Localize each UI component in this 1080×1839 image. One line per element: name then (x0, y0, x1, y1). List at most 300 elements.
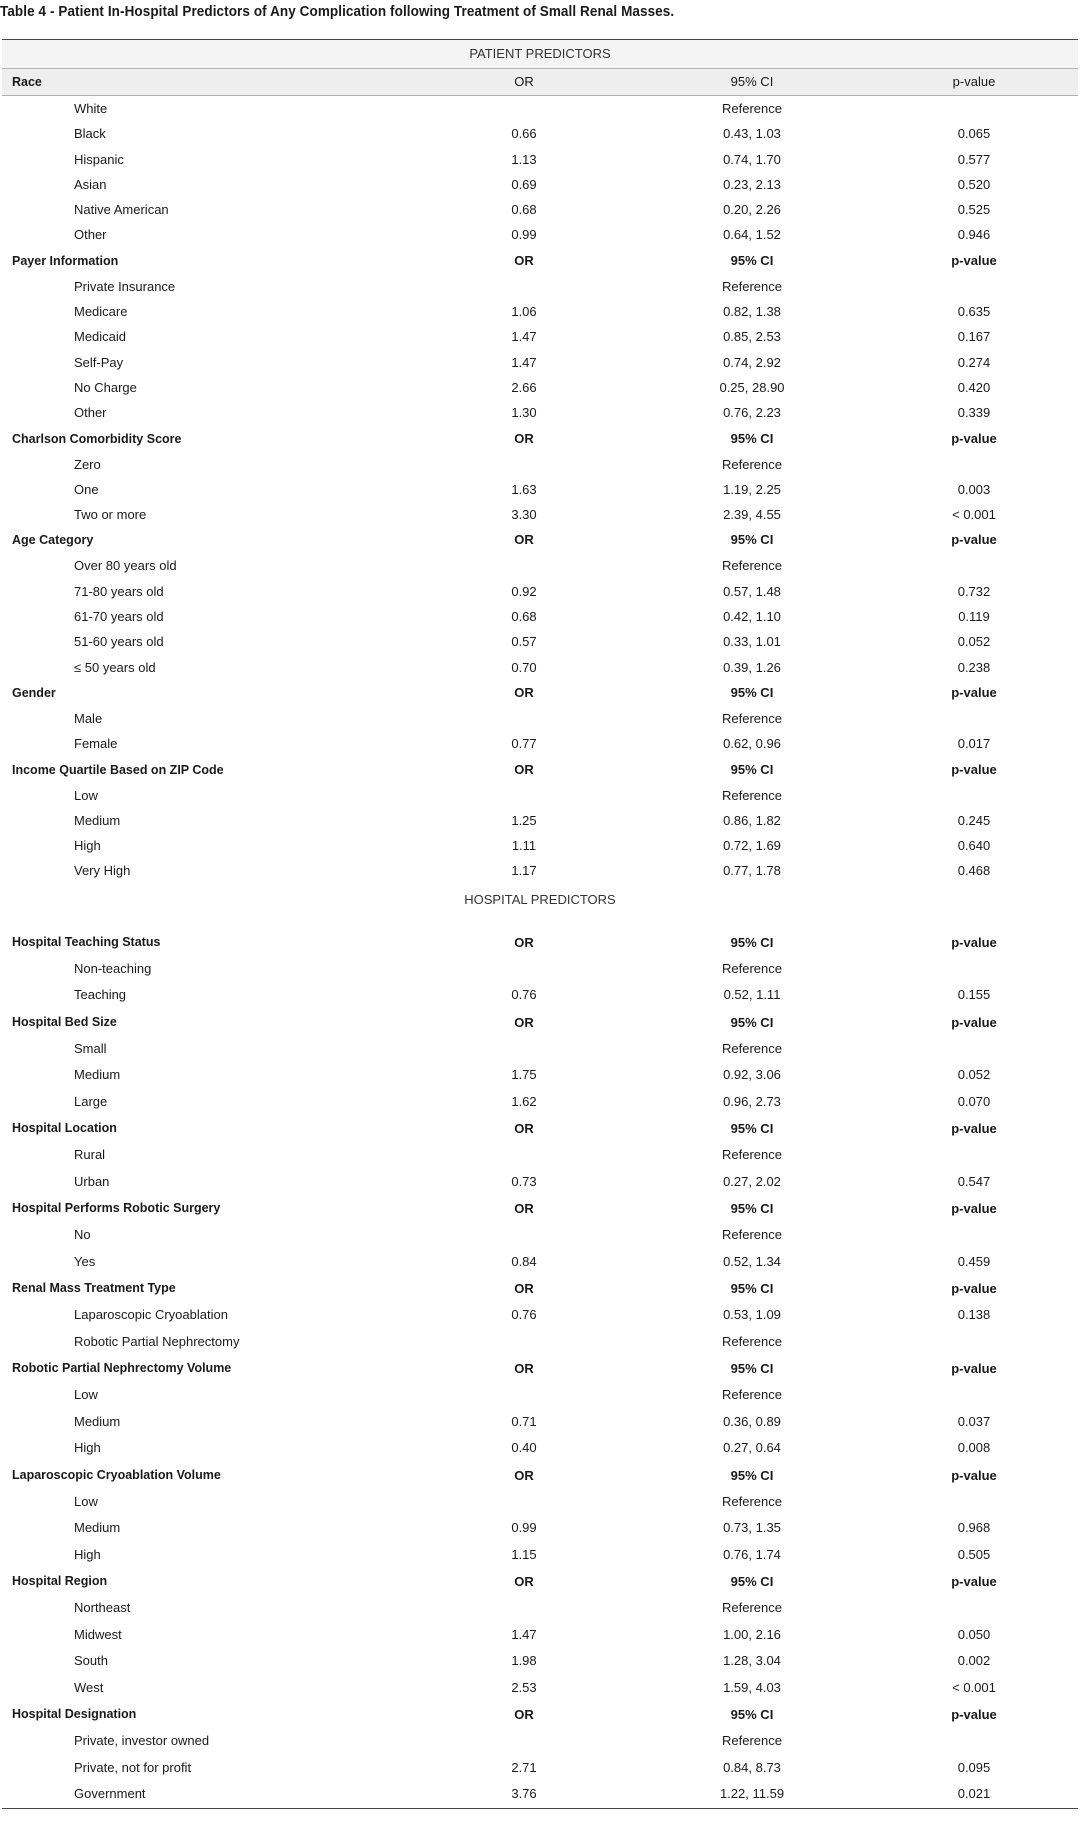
category-header-row (2, 426, 1078, 452)
odds-ratio-value: 3.30 (511, 507, 537, 523)
category-header-row (2, 69, 1078, 96)
confidence-interval-value: 1.19, 2.25 (723, 481, 781, 497)
or-column-label: OR (514, 1574, 534, 1590)
category-header-row (2, 1355, 1078, 1382)
row-label: ≤ 50 years old (74, 659, 156, 675)
row-label: Female (74, 736, 118, 752)
row-label: Low (74, 787, 98, 803)
table-row (2, 629, 1078, 654)
table-row (2, 1222, 1078, 1249)
row-label: Yes (74, 1253, 96, 1269)
confidence-interval-value: 0.74, 2.92 (723, 354, 781, 370)
table-row (2, 147, 1078, 172)
table-row (2, 350, 1078, 375)
p-value: 0.052 (957, 634, 991, 650)
reference-label: Reference (722, 101, 782, 116)
table-title: Table 4 - Patient In-Hospital Predictors of Any Complication following Treatment of Small Renal Masses. (0, 4, 675, 20)
p-value: 0.732 (957, 583, 991, 599)
table-row (2, 1622, 1078, 1649)
table-row (2, 1675, 1078, 1702)
p-value: 0.420 (957, 379, 991, 395)
p-value-column-label: p-value (951, 532, 997, 548)
odds-ratio-value: 1.06 (511, 304, 537, 320)
confidence-interval-value: 0.33, 1.01 (723, 634, 781, 650)
row-label: No (74, 1227, 91, 1243)
row-label: West (74, 1679, 104, 1695)
row-label: Private, not for profit (74, 1759, 192, 1775)
table-row (2, 477, 1078, 502)
row-label: Private Insurance (74, 278, 176, 294)
table-row (2, 1249, 1078, 1276)
category-header-row (2, 248, 1078, 274)
confidence-interval-value: 0.62, 0.96 (723, 736, 781, 752)
table-row (2, 299, 1078, 324)
row-label: Low (74, 1387, 98, 1403)
p-value-column-label: p-value (951, 934, 997, 950)
ci-column-label: 95% CI (730, 684, 774, 700)
table-row (2, 1036, 1078, 1063)
table-row (2, 222, 1078, 247)
odds-ratio-value: 0.69 (511, 176, 537, 192)
or-column-label: OR (514, 1121, 534, 1137)
row-label: Over 80 years old (74, 558, 177, 574)
category-name: Robotic Partial Nephrectomy Volume (12, 1361, 232, 1376)
p-value: 0.525 (957, 202, 991, 218)
row-label: Laparoscopic Cryoablation (74, 1307, 228, 1323)
p-value-column-label: p-value (952, 74, 996, 89)
p-value-column-label: p-value (951, 1467, 997, 1483)
confidence-interval-value: 0.77, 1.78 (723, 863, 781, 879)
patient-predictors-header: PATIENT PREDICTORS (2, 40, 1078, 69)
odds-ratio-value: 0.66 (511, 126, 537, 142)
row-label: Medium (74, 1067, 121, 1083)
reference-label: Reference (722, 960, 782, 976)
p-value: 0.339 (957, 405, 991, 421)
table-row (2, 1781, 1078, 1808)
p-value: 0.274 (957, 354, 991, 370)
table-row (2, 833, 1078, 858)
row-label: Rural (74, 1147, 106, 1163)
p-value: 0.577 (957, 151, 991, 167)
row-label: Urban (74, 1173, 110, 1189)
or-column-label: OR (514, 1361, 534, 1377)
p-value-column-label: p-value (951, 761, 997, 777)
confidence-interval-value: 0.76, 1.74 (723, 1546, 781, 1562)
p-value-column-label: p-value (951, 1014, 997, 1030)
row-label: Native American (74, 202, 169, 218)
reference-label: Reference (722, 1333, 782, 1349)
odds-ratio-value: 2.71 (511, 1759, 537, 1775)
p-value: 0.635 (957, 304, 991, 320)
table-row (2, 1089, 1078, 1116)
table-row (2, 1409, 1078, 1436)
p-value: < 0.001 (952, 1679, 996, 1695)
ci-column-label: 95% CI (730, 761, 774, 777)
p-value: 0.050 (957, 1626, 991, 1642)
or-column-label: OR (514, 1014, 534, 1030)
confidence-interval-value: 0.52, 1.11 (723, 987, 781, 1003)
row-label: Medium (74, 1520, 121, 1536)
table-row (2, 324, 1078, 349)
ci-column-label: 95% CI (730, 74, 774, 89)
category-name: Renal Mass Treatment Type (12, 1281, 176, 1296)
table-row (2, 274, 1078, 299)
odds-ratio-value: 0.76 (511, 987, 537, 1003)
table-row (2, 502, 1078, 527)
row-label: Medicare (74, 304, 128, 320)
p-value: 0.002 (957, 1653, 991, 1669)
table-row (2, 655, 1078, 680)
odds-ratio-value: 2.53 (511, 1679, 537, 1695)
confidence-interval-value: 1.28, 3.04 (723, 1653, 781, 1669)
confidence-interval-value: 0.82, 1.38 (723, 304, 781, 320)
p-value: < 0.001 (952, 507, 996, 523)
p-value: 0.505 (957, 1546, 991, 1562)
table-row (2, 604, 1078, 629)
category-header-row (2, 1275, 1078, 1302)
category-name: Income Quartile Based on ZIP Code (12, 762, 224, 777)
table-row (2, 706, 1078, 731)
confidence-interval-value: 1.22, 11.59 (719, 1786, 785, 1802)
category-name: Payer Information (12, 253, 119, 268)
table-row (2, 1062, 1078, 1089)
or-column-label: OR (514, 252, 534, 268)
confidence-interval-value: 1.00, 2.16 (723, 1626, 781, 1642)
row-label: Two or more (74, 507, 147, 523)
confidence-interval-value: 0.52, 1.34 (723, 1253, 781, 1269)
predictors-table (2, 39, 1078, 1809)
odds-ratio-value: 1.13 (511, 151, 537, 167)
table-row (2, 1648, 1078, 1675)
odds-ratio-value: 1.63 (511, 481, 537, 497)
table-row (2, 1302, 1078, 1329)
p-value-column-label: p-value (951, 1574, 997, 1590)
hospital-predictors-body (2, 929, 1078, 1808)
p-value: 0.021 (957, 1786, 991, 1802)
p-value: 0.070 (957, 1093, 991, 1109)
table-row (2, 1489, 1078, 1516)
odds-ratio-value: 2.66 (511, 379, 537, 395)
confidence-interval-value: 0.57, 1.48 (723, 583, 781, 599)
p-value: 0.468 (957, 863, 991, 879)
row-label: Private, investor owned (74, 1733, 210, 1749)
ci-column-label: 95% CI (730, 532, 774, 548)
odds-ratio-value: 0.68 (511, 202, 537, 218)
confidence-interval-value: 0.64, 1.52 (723, 227, 781, 243)
row-label: Male (74, 710, 103, 726)
reference-label: Reference (722, 787, 782, 803)
odds-ratio-value: 0.73 (511, 1173, 537, 1189)
odds-ratio-value: 1.30 (511, 405, 537, 421)
row-label: Hispanic (74, 151, 124, 167)
or-column-label: OR (514, 1201, 534, 1217)
p-value-column-label: p-value (951, 1361, 997, 1377)
odds-ratio-value: 0.68 (511, 609, 537, 625)
p-value: 0.155 (957, 987, 991, 1003)
table-row (2, 1382, 1078, 1409)
row-label: High (74, 1546, 101, 1562)
table-row (2, 96, 1078, 121)
table-row (2, 172, 1078, 197)
reference-label: Reference (722, 1040, 782, 1056)
table-row (2, 1329, 1078, 1356)
p-value: 0.238 (957, 659, 991, 675)
p-value: 0.245 (957, 812, 991, 828)
ci-column-label: 95% CI (730, 1467, 774, 1483)
p-value: 0.520 (957, 176, 991, 192)
row-label: Teaching (74, 987, 127, 1003)
row-label: Other (74, 227, 107, 243)
confidence-interval-value: 0.27, 2.02 (723, 1173, 781, 1189)
confidence-interval-value: 1.59, 4.03 (723, 1679, 781, 1695)
row-label: 71-80 years old (74, 583, 164, 599)
ci-column-label: 95% CI (730, 1574, 774, 1590)
p-value: 0.052 (957, 1067, 991, 1083)
or-column-label: OR (514, 934, 534, 950)
row-label: No Charge (74, 379, 137, 395)
odds-ratio-value: 1.17 (511, 863, 537, 879)
table-row (2, 1142, 1078, 1169)
p-value: 0.138 (957, 1307, 991, 1323)
confidence-interval-value: 0.85, 2.53 (723, 329, 781, 345)
table-row (2, 197, 1078, 222)
ci-column-label: 95% CI (730, 1707, 774, 1723)
p-value-column-label: p-value (951, 684, 997, 700)
confidence-interval-value: 0.96, 2.73 (723, 1093, 781, 1109)
category-name: Age Category (12, 533, 94, 548)
category-name: Hospital Region (12, 1574, 108, 1589)
table-row (2, 375, 1078, 400)
confidence-interval-value: 0.73, 1.35 (723, 1520, 781, 1536)
p-value-column-label: p-value (951, 252, 997, 268)
row-label: 51-60 years old (74, 634, 164, 650)
table-row (2, 858, 1078, 883)
reference-label: Reference (722, 1387, 782, 1403)
or-column-label: OR (514, 684, 534, 700)
category-name: Hospital Teaching Status (12, 934, 161, 949)
reference-label: Reference (722, 1600, 782, 1616)
category-name: Hospital Designation (12, 1707, 137, 1722)
row-label: Midwest (74, 1626, 122, 1642)
p-value: 0.003 (957, 481, 991, 497)
reference-label: Reference (722, 558, 782, 574)
odds-ratio-value: 0.84 (511, 1253, 537, 1269)
reference-label: Reference (722, 710, 782, 726)
confidence-interval-value: 2.39, 4.55 (723, 507, 781, 523)
or-column-label: OR (514, 761, 534, 777)
odds-ratio-value: 1.75 (511, 1067, 537, 1083)
table-row (2, 783, 1078, 808)
odds-ratio-value: 1.47 (511, 1626, 537, 1642)
row-label: White (74, 101, 108, 116)
odds-ratio-value: 0.71 (511, 1413, 537, 1429)
p-value: 0.008 (957, 1440, 991, 1456)
or-column-label: OR (514, 532, 534, 548)
reference-label: Reference (722, 456, 782, 472)
row-label: South (74, 1653, 108, 1669)
category-header-row (2, 1115, 1078, 1142)
category-header-row (2, 1195, 1078, 1222)
table-row (2, 553, 1078, 578)
row-label: Asian (74, 176, 107, 192)
odds-ratio-value: 0.99 (511, 227, 537, 243)
category-name: Charlson Comorbidity Score (12, 431, 182, 446)
reference-label: Reference (722, 1493, 782, 1509)
odds-ratio-value: 1.11 (511, 838, 537, 854)
row-label: Black (74, 126, 106, 142)
confidence-interval-value: 0.42, 1.10 (723, 609, 781, 625)
reference-label: Reference (722, 1733, 782, 1749)
row-label: Northeast (74, 1600, 131, 1616)
table-row (2, 400, 1078, 425)
or-column-label: OR (514, 74, 534, 89)
p-value: 0.017 (957, 736, 991, 752)
confidence-interval-value: 0.20, 2.26 (723, 202, 781, 218)
table-row (2, 1595, 1078, 1622)
category-header-row (2, 1009, 1078, 1036)
category-header-row (2, 1462, 1078, 1489)
confidence-interval-value: 0.76, 2.23 (723, 405, 781, 421)
odds-ratio-value: 0.77 (511, 736, 537, 752)
row-label: Robotic Partial Nephrectomy (74, 1333, 240, 1349)
category-header-row (2, 1701, 1078, 1728)
table-row (2, 1728, 1078, 1755)
ci-column-label: 95% CI (730, 934, 774, 950)
category-name: Race (12, 75, 42, 89)
odds-ratio-value: 1.62 (511, 1093, 537, 1109)
or-column-label: OR (514, 430, 534, 446)
p-value: 0.547 (957, 1173, 991, 1189)
p-value: 0.946 (957, 227, 991, 243)
ci-column-label: 95% CI (730, 1121, 774, 1137)
confidence-interval-value: 0.43, 1.03 (723, 126, 781, 142)
section-spacer (2, 915, 1078, 929)
odds-ratio-value: 1.25 (511, 812, 537, 828)
p-value: 0.459 (957, 1253, 991, 1269)
table-row (2, 808, 1078, 833)
table-row (2, 121, 1078, 146)
row-label: Other (74, 405, 107, 421)
hospital-predictors-header: HOSPITAL PREDICTORS (2, 884, 1078, 915)
row-label: Non-teaching (74, 960, 152, 976)
row-label: Medicaid (74, 329, 127, 345)
confidence-interval-value: 0.23, 2.13 (723, 176, 781, 192)
row-label: Very High (74, 863, 131, 879)
p-value-column-label: p-value (951, 1201, 997, 1217)
confidence-interval-value: 0.74, 1.70 (723, 151, 781, 167)
reference-label: Reference (722, 1147, 782, 1163)
row-label: Large (74, 1093, 108, 1109)
row-label: Zero (74, 456, 101, 472)
p-value: 0.119 (958, 609, 990, 625)
odds-ratio-value: 0.70 (511, 659, 537, 675)
odds-ratio-value: 0.76 (511, 1307, 537, 1323)
p-value-column-label: p-value (951, 1707, 997, 1723)
reference-label: Reference (722, 278, 782, 294)
table-row (2, 1435, 1078, 1462)
p-value-column-label: p-value (951, 1281, 997, 1297)
p-value: 0.065 (957, 126, 991, 142)
confidence-interval-value: 0.72, 1.69 (723, 838, 781, 854)
row-label: Medium (74, 1413, 121, 1429)
odds-ratio-value: 3.76 (511, 1786, 537, 1802)
table-row (2, 1169, 1078, 1196)
table-row (2, 956, 1078, 983)
odds-ratio-value: 0.40 (511, 1440, 537, 1456)
ci-column-label: 95% CI (730, 1281, 774, 1297)
or-column-label: OR (514, 1707, 534, 1723)
odds-ratio-value: 0.99 (511, 1520, 537, 1536)
category-name: Hospital Bed Size (12, 1014, 117, 1029)
odds-ratio-value: 1.47 (511, 354, 537, 370)
table-row (2, 1542, 1078, 1569)
confidence-interval-value: 0.27, 0.64 (723, 1440, 781, 1456)
p-value: 0.095 (957, 1759, 991, 1775)
ci-column-label: 95% CI (730, 1014, 774, 1030)
row-label: One (74, 481, 99, 497)
table-row (2, 1515, 1078, 1542)
table-row (2, 1755, 1078, 1782)
category-header-row (2, 757, 1078, 783)
patient-predictors-body (2, 69, 1078, 884)
p-value: 0.968 (957, 1520, 991, 1536)
ci-column-label: 95% CI (730, 1201, 774, 1217)
p-value-column-label: p-value (951, 430, 997, 446)
row-label: Government (74, 1786, 146, 1802)
confidence-interval-value: 0.86, 1.82 (723, 812, 781, 828)
table-row (2, 982, 1078, 1009)
ci-column-label: 95% CI (730, 430, 774, 446)
category-header-row (2, 527, 1078, 553)
confidence-interval-value: 0.92, 3.06 (723, 1067, 781, 1083)
ci-column-label: 95% CI (730, 252, 774, 268)
p-value: 0.037 (957, 1413, 991, 1429)
row-label: High (74, 1440, 101, 1456)
row-label: Small (74, 1040, 107, 1056)
category-header-row (2, 680, 1078, 706)
odds-ratio-value: 1.47 (511, 329, 537, 345)
row-label: High (74, 838, 101, 854)
row-label: Self-Pay (74, 354, 124, 370)
category-name: Gender (12, 685, 56, 700)
p-value-column-label: p-value (951, 1121, 997, 1137)
p-value: 0.640 (957, 838, 991, 854)
row-label: Medium (74, 812, 121, 828)
category-header-row (2, 1568, 1078, 1595)
odds-ratio-value: 0.92 (511, 583, 537, 599)
category-header-row (2, 929, 1078, 956)
reference-label: Reference (722, 1227, 782, 1243)
table-row (2, 452, 1078, 477)
p-value: 0.167 (957, 329, 991, 345)
table-row (2, 731, 1078, 756)
odds-ratio-value: 1.98 (511, 1653, 537, 1669)
ci-column-label: 95% CI (730, 1361, 774, 1377)
category-name: Hospital Performs Robotic Surgery (12, 1201, 221, 1216)
or-column-label: OR (514, 1281, 534, 1297)
confidence-interval-value: 0.84, 8.73 (723, 1759, 781, 1775)
confidence-interval-value: 0.39, 1.26 (723, 659, 781, 675)
confidence-interval-value: 0.36, 0.89 (723, 1413, 781, 1429)
confidence-interval-value: 0.25, 28.90 (719, 379, 785, 395)
table-row (2, 579, 1078, 604)
category-name: Laparoscopic Cryoablation Volume (12, 1467, 221, 1482)
category-name: Hospital Location (12, 1121, 117, 1136)
odds-ratio-value: 1.15 (511, 1546, 537, 1562)
odds-ratio-value: 0.57 (511, 634, 537, 650)
row-label: Low (74, 1493, 98, 1509)
confidence-interval-value: 0.53, 1.09 (723, 1307, 781, 1323)
